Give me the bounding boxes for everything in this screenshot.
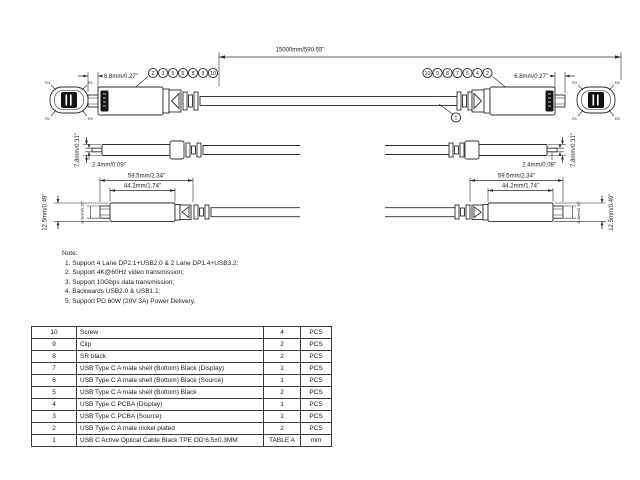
dim-plug-length-label: 6.8mm/0.27": [514, 74, 548, 80]
description-cell: USB Type C PCBA (Source): [77, 411, 264, 423]
left-connector-side-view: [92, 141, 300, 159]
description-cell: USB C Active Optical Cable Black TPE OD:6.5±0.3MM: [77, 435, 264, 447]
item-no-cell: 6: [32, 375, 77, 387]
part-callout: [433, 68, 442, 77]
description-cell: USB Type C A male shell (Bottom) Black: [77, 387, 264, 399]
dim-tip-thickness-label: 2.4mm/0.09": [92, 162, 126, 169]
qty-cell: 2: [264, 423, 301, 435]
svg-text:6: 6: [181, 71, 185, 78]
qty-cell: 1: [264, 399, 301, 411]
dim-shell-length-label: 59.5mm/2.34": [127, 173, 166, 180]
left-connector-top-view: [88, 87, 198, 115]
part-callout: [178, 68, 187, 77]
table-row: [32, 363, 332, 375]
qty-cell: 2: [264, 339, 301, 351]
item-no-cell: 9: [32, 339, 77, 351]
radius-label: R3: [45, 81, 50, 85]
qty-cell: 2: [264, 387, 301, 399]
radius-label: R2: [88, 117, 93, 121]
note-line: 3. Support 10Gbps data transmission;: [65, 278, 175, 286]
table-row: [32, 435, 332, 447]
table-row: [32, 375, 332, 387]
dim-plug-width-right: [564, 200, 581, 223]
part-callout: [158, 68, 167, 77]
svg-text:10: 10: [210, 71, 216, 78]
note-line: 5. Support PD 60W (20V 3A) Power Delivery.: [65, 297, 196, 305]
part-callout: [198, 68, 207, 77]
part-callout: [423, 68, 432, 77]
dim-body-length-label: 44.2mm/1.74": [123, 183, 162, 190]
radius-label: R1: [615, 81, 620, 85]
table-row: [32, 423, 332, 435]
item-no-cell: 8: [32, 351, 77, 363]
dim-shell-width-label: 12.5mm/0.49": [42, 193, 49, 231]
svg-text:2: 2: [486, 71, 489, 78]
dim-shell-length-label: 59.5mm/2.34": [497, 173, 536, 180]
right-end-view: [572, 81, 620, 121]
dim-plug-width-label: 8.3mm/0.33": [576, 200, 581, 224]
radius-label: R3: [572, 81, 577, 85]
notes-title: Note:: [62, 250, 78, 257]
unit-cell: PCS: [301, 423, 332, 435]
description-cell: USB Type C A male shell (Bottom) Black (Source): [77, 375, 264, 387]
item-no-cell: 5: [32, 387, 77, 399]
svg-text:5: 5: [171, 71, 175, 78]
left-callouts: [135, 68, 218, 87]
qty-cell: 1: [264, 375, 301, 387]
bom-table: [31, 326, 332, 447]
part-callout: [453, 68, 462, 77]
unit-cell: PCS: [301, 327, 332, 339]
item-no-cell: 7: [32, 363, 77, 375]
svg-text:10: 10: [424, 71, 431, 78]
cable-body: [200, 97, 457, 106]
unit-cell: PCS: [301, 387, 332, 399]
unit-cell: PCS: [301, 363, 332, 375]
item-no-cell: 1: [32, 435, 77, 447]
right-connector-side-view: [385, 141, 557, 159]
part-callout: [443, 68, 452, 77]
svg-text:7: 7: [456, 71, 459, 78]
note-line: 1. Support 4 Lane DP2.1+USB2.0 & 2 Lane DP1.4+USB3.2;: [65, 259, 239, 267]
svg-text:4: 4: [476, 71, 479, 78]
radius-label: R1: [45, 117, 50, 121]
description-cell: USB Type C A male shell (Bottom) Black (Display): [77, 363, 264, 375]
qty-cell: 1: [264, 411, 301, 423]
item-no-cell: 3: [32, 411, 77, 423]
description-cell: Screw: [77, 327, 264, 339]
part-callout: [483, 68, 492, 77]
dim-plug-width-label: 8.3mm/0.33": [79, 200, 85, 224]
unit-cell: PCS: [301, 375, 332, 387]
dim-profile-height-label: 7.8mm/0.31": [75, 133, 81, 167]
table-row: [32, 411, 332, 423]
qty-cell: 4: [264, 327, 301, 339]
svg-text:8: 8: [191, 71, 195, 78]
part-callout: [208, 68, 217, 77]
svg-text:8: 8: [446, 71, 449, 78]
dim-shell-width-label: 12.5mm/0.49": [609, 193, 615, 231]
unit-cell: PCS: [301, 351, 332, 363]
left-end-view: [45, 81, 93, 121]
dim-plug-length-label: 6.8mm/0.27": [104, 74, 138, 80]
dim-overall-label: 15000mm/590.55": [275, 47, 325, 54]
right-connector-bottom-view: [385, 203, 563, 221]
note-line: 2. Support 4K@60Hz video transmission;: [65, 269, 184, 277]
description-cell: USB Type C PCBA (Display): [77, 399, 264, 411]
svg-text:3: 3: [161, 71, 165, 78]
part-callout: [168, 68, 177, 77]
part-callout: [148, 68, 157, 77]
unit-cell: mm: [301, 435, 332, 447]
dim-tip-thickness-label: 2.4mm/0.09": [522, 162, 556, 169]
svg-text:2: 2: [151, 71, 155, 78]
part-callout: [188, 68, 197, 77]
description-cell: Clip: [77, 339, 264, 351]
item-no-cell: 4: [32, 399, 77, 411]
part-callout: [473, 68, 482, 77]
svg-text:1: 1: [454, 115, 458, 122]
description-cell: SR black: [77, 351, 264, 363]
table-row: [32, 351, 332, 363]
svg-text:9: 9: [201, 71, 205, 78]
right-connector-top-view: [457, 87, 565, 115]
table-row: [32, 399, 332, 411]
dim-overall: [219, 48, 621, 87]
item-no-cell: 10: [32, 327, 77, 339]
svg-text:9: 9: [436, 71, 439, 78]
dim-profile-height-label: 7.8mm/0.31": [571, 133, 577, 167]
item-no-cell: 2: [32, 423, 77, 435]
radius-label: R1: [572, 117, 577, 121]
dim-body-length-label: 44.2mm/1.74": [501, 183, 540, 190]
dim-plug-width-left: [80, 200, 100, 223]
table-row: [32, 327, 332, 339]
dim-body-length-left: [110, 184, 175, 202]
unit-cell: PCS: [301, 399, 332, 411]
qty-cell: 2: [264, 351, 301, 363]
unit-cell: PCS: [301, 339, 332, 351]
right-callouts: [423, 68, 506, 87]
radius-label: R1: [88, 81, 93, 85]
dim-shell-width-left: [43, 194, 110, 231]
table-row: [32, 387, 332, 399]
description-cell: USB Type C A male nickel plated: [77, 423, 264, 435]
dim-body-length-right: [488, 184, 553, 202]
unit-cell: PCS: [301, 411, 332, 423]
qty-cell: 1: [264, 363, 301, 375]
radius-label: R2: [615, 117, 620, 121]
note-line: 4. Backwards USB2.0 & USB1.1;: [65, 288, 161, 296]
svg-text:5: 5: [466, 71, 469, 78]
left-connector-bottom-view: [100, 203, 300, 221]
notes-block: [62, 249, 238, 307]
part-callout: [463, 68, 472, 77]
table-row: [32, 339, 332, 351]
qty-cell: TABLE A: [264, 435, 301, 447]
